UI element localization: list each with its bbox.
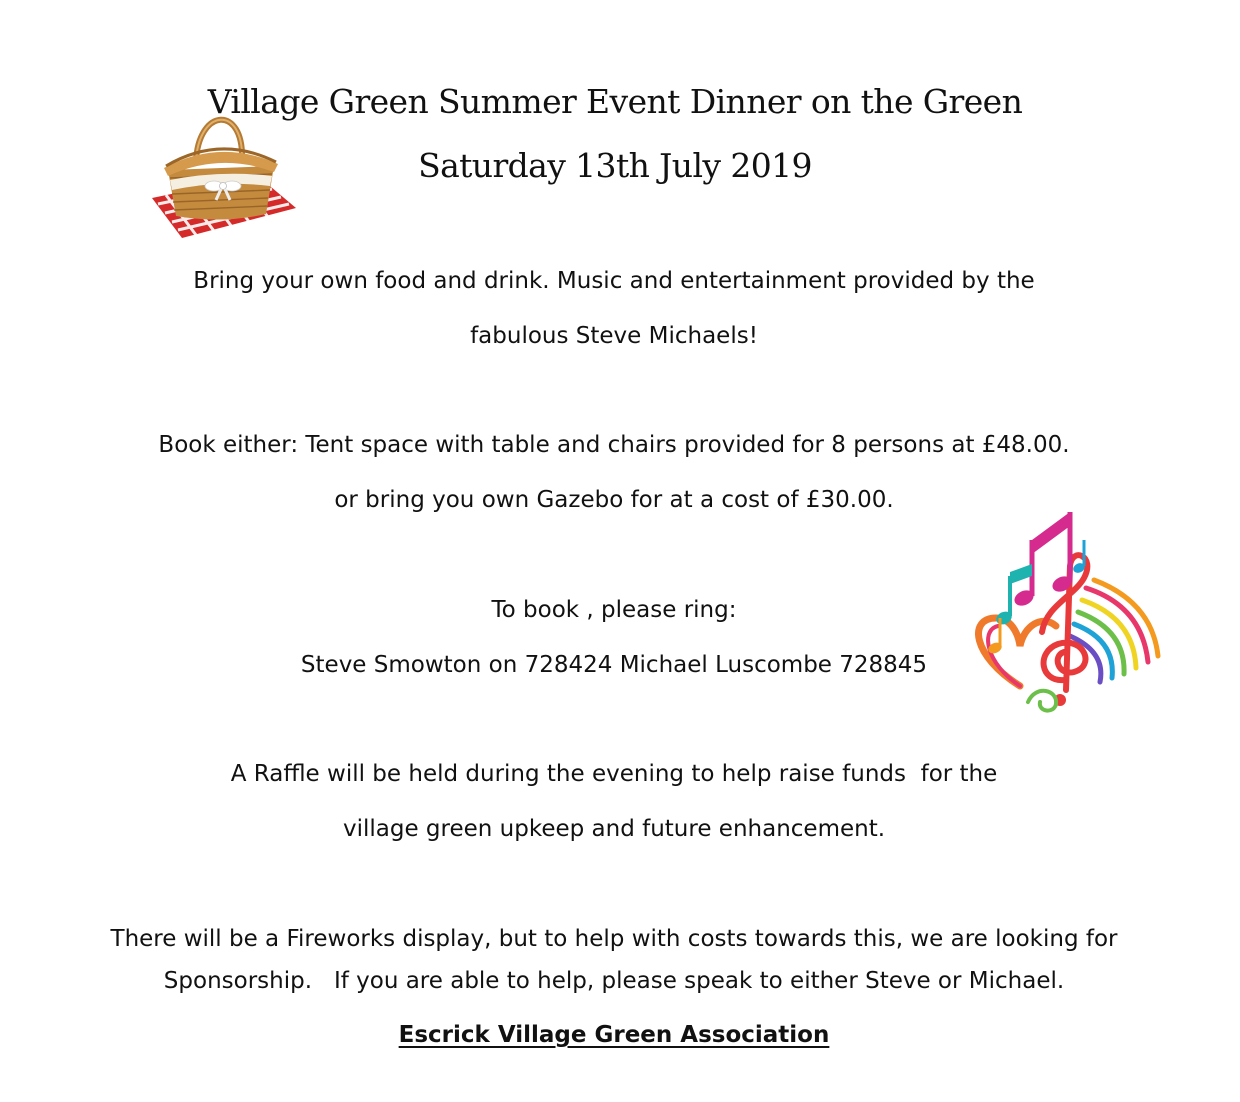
event-title: Village Green Summer Event Dinner on the Green [207,82,1023,121]
raffle-line-2: village green upkeep and future enhancement. [342,816,886,842]
pink-note [1012,512,1074,609]
event-date: Saturday 13th July 2019 [418,146,812,185]
raffle-line-1: A Raffle will be held during the evening to help raise funds for the [230,761,998,787]
fireworks-line-2: Sponsorship. If you are able to help, please speak to either Steve or Michael. [163,968,1065,994]
fireworks-line-1: There will be a Fireworks display, but to help with costs towards this, we are looking for [110,926,1118,952]
contact-line-1: To book , please ring: [491,597,737,623]
contact-line-2: Steve Smowton on 728424 Michael Luscombe 728845 [300,652,928,678]
organisation-name-text: Escrick Village Green Association [398,1022,830,1048]
music-notes-icon [966,506,1168,716]
intro-line-2: fabulous Steve Michaels! [470,323,758,349]
intro-line-1: Bring your own food and drink. Music and entertainment provided by the [193,268,1035,294]
booking-line-2: or bring you own Gazebo for at a cost of £30.00. [334,487,894,513]
organisation-name [0,1022,1228,1048]
booking-line-1: Book either: Tent space with table and chairs provided for 8 persons at £48.00. [158,432,1070,458]
